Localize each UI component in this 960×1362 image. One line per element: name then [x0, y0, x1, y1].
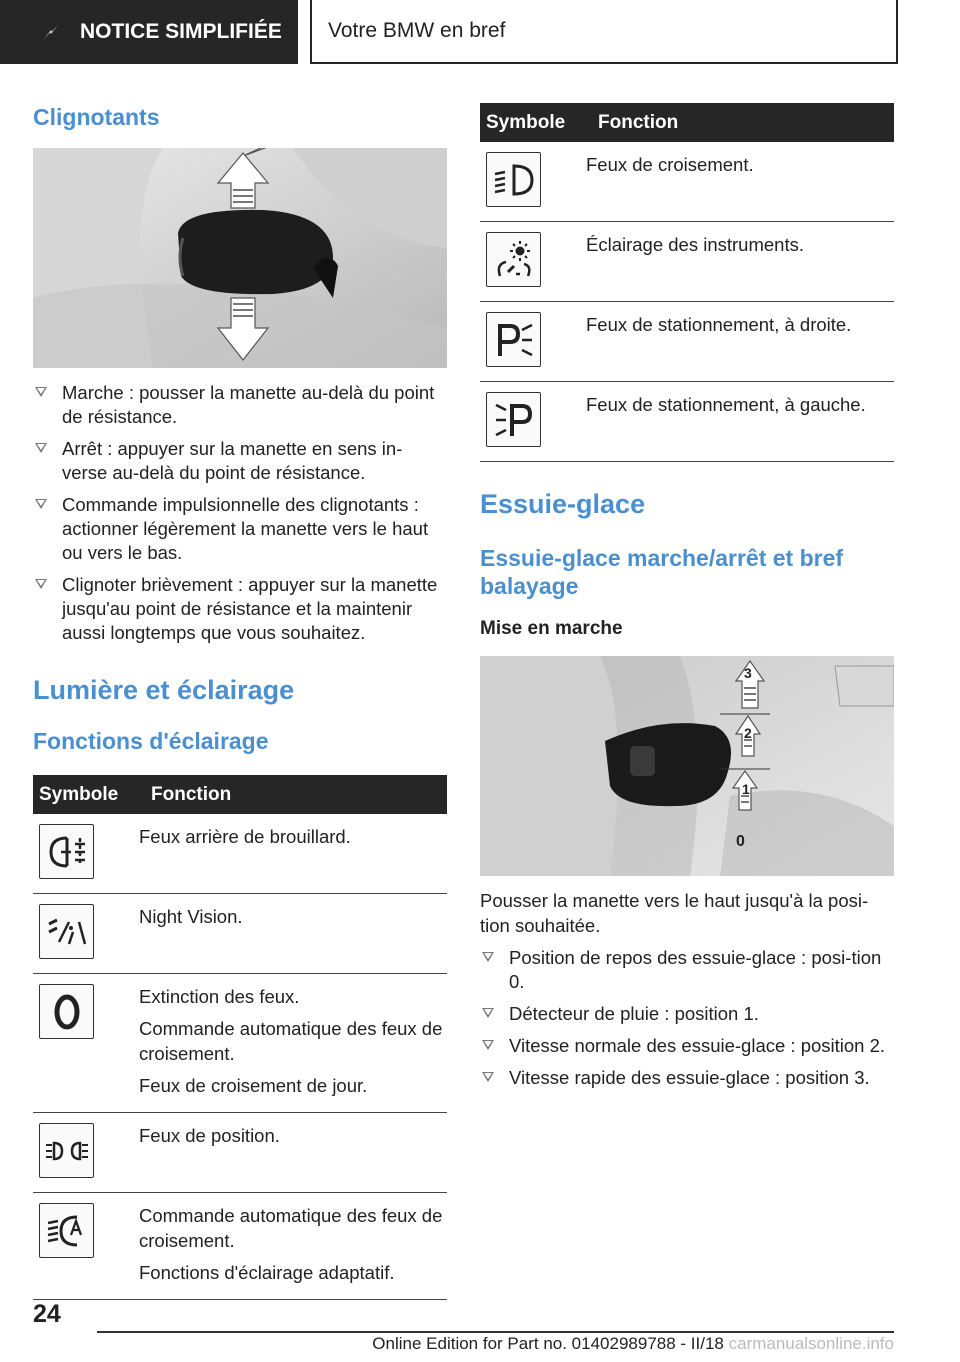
minor-title-mise-en-marche: Mise en marche [480, 618, 623, 639]
table-row: Éclairage des instruments. [480, 222, 894, 302]
low-beam-icon [486, 152, 541, 207]
turn-signal-illustration [33, 148, 447, 368]
header-section-label: Votre BMW en bref [328, 19, 506, 42]
lights-off-icon [39, 984, 94, 1039]
wiper-intro-paragraph: Pousser la manette vers le haut jusqu'à la posi-tion souhaitée. [480, 890, 869, 936]
section-title-essuie-glace: Essuie-glace [480, 489, 646, 519]
position-lights-icon [39, 1123, 94, 1178]
list-item: Vitesse normale des essuie-glace : position 2. [480, 1034, 894, 1058]
list-item: Marche : pousser la manette au-delà du point de résistance. [33, 381, 447, 429]
left-column [33, 100, 447, 1300]
wiper-label-2: 2 [744, 725, 752, 741]
table-row: Feux de croisement. [480, 142, 894, 222]
table-row: Feux de stationnement, à droite. [480, 302, 894, 382]
list-item: Détecteur de pluie : position 1. [480, 1002, 894, 1026]
list-item: Clignoter brièvement : appuyer sur la manette jusqu'au point de résistance et la maintenir aussi longtemps que vous souhaitez. [33, 573, 447, 645]
table-row: Feux de stationnement, à gauche. [480, 382, 894, 462]
list-item: Arrêt : appuyer sur la manette en sens in-verse au-delà du point de résistance. [33, 437, 447, 485]
turn-signal-photo [33, 148, 447, 368]
header-section [310, 0, 898, 64]
table-row: Feux arrière de brouillard. [33, 814, 447, 894]
header-tab [0, 0, 298, 64]
table-row: Night Vision. [33, 894, 447, 974]
wiper-illustration [480, 656, 894, 876]
bullet-triangle-icon [482, 1008, 494, 1018]
night-vision-icon [39, 904, 94, 959]
section-title-clignotants: Clignotants [33, 104, 160, 130]
col-header-fonction: Fonction [586, 103, 894, 142]
bullet-triangle-icon [482, 1072, 494, 1082]
page-number: 24 [33, 1300, 61, 1328]
auto-headlight-icon [39, 1203, 94, 1258]
wiper-stalk-photo [480, 656, 894, 876]
wiper-label-3: 3 [744, 665, 752, 681]
lightning-icon [42, 23, 60, 41]
footer-edition-text: Online Edition for Part no. 01402989788 - II/18 [372, 1334, 724, 1353]
parking-light-left-icon [486, 392, 541, 447]
list-item: Position de repos des essuie-glace : posi-tion 0. [480, 946, 894, 994]
footer-edition [372, 1334, 894, 1354]
section-title-lumiere: Lumière et éclairage [33, 675, 295, 705]
col-header-symbole: Symbole [33, 775, 139, 814]
lighting-table-left [33, 775, 447, 1300]
clignotants-list [33, 381, 447, 645]
subsection-title-essuie-glace: Essuie-glace marche/arrêt et bref balayage [480, 545, 844, 599]
lighting-table-right [480, 103, 894, 462]
col-header-symbole: Symbole [480, 103, 586, 142]
footer-watermark: carmanualsonline.info [728, 1334, 894, 1353]
right-column [480, 103, 894, 1098]
bullet-triangle-icon [35, 443, 47, 453]
wiper-list [480, 946, 894, 1090]
wiper-label-0: 0 [736, 833, 745, 850]
table-row: Feux de position. [33, 1113, 447, 1193]
col-header-fonction: Fonction [139, 775, 447, 814]
bullet-triangle-icon [35, 499, 47, 509]
bullet-triangle-icon [482, 1040, 494, 1050]
subsection-title-fonctions: Fonctions d'éclairage [33, 728, 269, 754]
instrument-lighting-icon [486, 232, 541, 287]
table-row: Commande automatique des feux de croisement. Fonctions d'éclairage adaptatif. [33, 1193, 447, 1300]
rear-fog-light-icon [39, 824, 94, 879]
page-header [0, 0, 960, 66]
bullet-triangle-icon [35, 387, 47, 397]
table-row: Extinction des feux. Commande automatique des feux de croisement. Feux de croisement de jour. [33, 974, 447, 1113]
bullet-triangle-icon [35, 579, 47, 589]
bullet-triangle-icon [482, 952, 494, 962]
parking-light-right-icon [486, 312, 541, 367]
list-item: Vitesse rapide des essuie-glace : position 3. [480, 1066, 894, 1090]
footer-divider [97, 1331, 894, 1333]
wiper-label-1: 1 [742, 781, 750, 797]
header-tab-label: NOTICE SIMPLIFIÉE [80, 20, 282, 43]
list-item: Commande impulsionnelle des clignotants : actionner légèrement la manette vers le haut ou vers le bas. [33, 493, 447, 565]
